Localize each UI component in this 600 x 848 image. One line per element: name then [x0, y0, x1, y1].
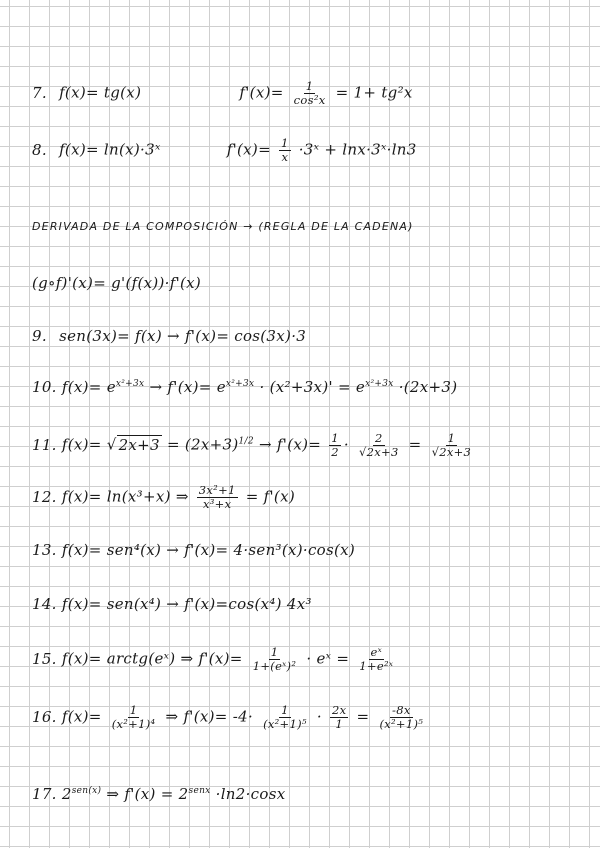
fraction	[279, 137, 291, 164]
exercise-number: 8.	[32, 140, 47, 159]
expr-part: f(x)=	[61, 707, 107, 726]
exercise-17	[32, 785, 285, 803]
denominator: 1	[335, 717, 344, 731]
expr-part: → f'(x)= e	[149, 378, 226, 396]
denominator: cos²x	[293, 93, 326, 107]
numerator: 2	[374, 431, 383, 445]
exercise-8	[32, 137, 417, 164]
numerator: 1	[129, 703, 138, 717]
numerator: 3x²+1	[198, 483, 236, 497]
fraction	[261, 704, 309, 731]
expr-part: → f'(x)=	[259, 435, 327, 454]
derivative-label: f'(x)=	[239, 83, 289, 102]
fraction	[430, 432, 474, 459]
denominator: (x²+1)⁵	[263, 717, 307, 731]
numerator: 1	[281, 703, 289, 717]
fraction	[251, 646, 299, 673]
radicand: 2x+3	[118, 435, 160, 454]
derivative-tail: = 1+ tg²x	[335, 83, 413, 102]
denominator: √2x+3	[358, 445, 399, 459]
expr-part: f(x)= ln(x³+x) ⇒	[61, 487, 194, 506]
exponent: sen(x)	[71, 786, 102, 796]
exercise-11: 11. f(x)= √ $2x+3 = (2x+3)^{1/2} \to f'(x)=$ $\frac{1}{2}$ · $\frac{2}{√2x+3}$ = $\frac{1}{√2x+3}$	[32, 431, 472, 459]
chain-rule: (g∘f)'(x)= g'(f(x))·f'(x)	[32, 274, 202, 292]
expression: sen(3x)= f(x) → f'(x)= cos(3x)·3	[59, 327, 307, 345]
exercise-13	[32, 541, 355, 559]
derivative-label: f'(x)=	[226, 140, 277, 159]
expr-part: · (x²+3x)' = e	[259, 378, 366, 396]
numerator: 1	[270, 645, 279, 659]
exercise-16	[32, 704, 428, 731]
exercise-number: 10.	[32, 378, 57, 396]
expr-part: = f'(x)	[245, 487, 295, 506]
fraction	[329, 432, 341, 459]
exercise-12	[32, 484, 295, 511]
denominator: 1+e²ˣ	[359, 659, 394, 673]
numerator: 1	[281, 136, 289, 150]
function: f(x)= tg(x)	[59, 83, 142, 102]
expr-part: ⇒ f'(x)= -4·	[165, 707, 259, 726]
fraction	[330, 704, 348, 731]
numerator: eˣ	[370, 645, 383, 659]
fraction	[110, 704, 158, 731]
expr-part: ·ln2·cosx	[215, 785, 286, 803]
fraction	[292, 80, 328, 107]
exercise-number: 7.	[32, 83, 47, 102]
section-heading: DERIVADA DE LA COMPOSICIÓN → (REGLA DE LA CADENA)	[32, 220, 414, 233]
expr-part: =	[356, 707, 375, 726]
fraction	[357, 432, 401, 459]
fraction	[357, 646, 395, 673]
exponent: x²+3x	[115, 379, 145, 389]
numerator: 2x	[332, 703, 347, 717]
exercise-number: 15.	[32, 649, 57, 668]
exponent: x²+3x	[225, 379, 255, 389]
numerator: 1	[447, 431, 456, 445]
expression: f(x)= sen⁴(x) → f'(x)= 4·sen³(x)·cos(x)	[61, 541, 356, 559]
exercise-15	[32, 646, 398, 673]
expr-part: f(x)= arctg(eˣ) ⇒ f'(x)=	[61, 649, 248, 668]
exercise-number: 14.	[32, 595, 57, 613]
expr-part: ·	[316, 707, 328, 726]
exercise-number: 11.	[32, 435, 57, 454]
exponent: x²+3x	[365, 379, 394, 389]
denominator: 2	[331, 445, 339, 459]
denominator: (x²+1)⁴	[111, 717, 156, 731]
expr-part: = (2x+3)	[166, 435, 239, 454]
fraction	[377, 704, 425, 731]
sqrt-sign: √	[106, 435, 117, 454]
exponent: 1/2	[238, 436, 254, 447]
denominator: x	[281, 150, 289, 164]
denominator: √2x+3	[431, 445, 472, 459]
exponent: senx	[188, 786, 211, 796]
numerator: 1	[331, 431, 339, 445]
expr-part: =	[408, 435, 427, 454]
expression: f(x)= sen(x⁴) → f'(x)=cos(x⁴) 4x³	[61, 595, 312, 613]
expr-part: · eˣ =	[306, 649, 355, 668]
fraction	[197, 484, 238, 511]
denominator: 1+(eˣ)²	[252, 659, 297, 673]
exercise-number: 17.	[32, 785, 57, 803]
exercise-10	[32, 378, 457, 396]
exercise-number: 13.	[32, 541, 57, 559]
exercise-number: 12.	[32, 487, 57, 506]
exercise-14	[32, 595, 312, 613]
function: f(x)= ln(x)·3ˣ	[59, 140, 161, 159]
denominator: x³+x	[202, 497, 232, 511]
numerator: -8x	[392, 703, 411, 717]
expr-part: 2	[61, 785, 72, 803]
exercise-number: 16.	[32, 707, 57, 726]
expr-part: ·(2x+3)	[398, 378, 458, 396]
exercise-9	[32, 327, 306, 345]
numerator: 1	[305, 79, 314, 93]
expr-part: f(x)=	[61, 435, 107, 454]
expr-part: ⇒ f'(x) = 2	[106, 785, 189, 803]
exercise-number: 9.	[32, 327, 47, 345]
denominator: (x²+1)⁵	[379, 717, 424, 731]
derivative-tail: ·3ˣ + lnx·3ˣ·ln3	[298, 140, 417, 159]
expr-part: f(x)= e	[61, 378, 116, 396]
exercise-7	[32, 80, 413, 107]
